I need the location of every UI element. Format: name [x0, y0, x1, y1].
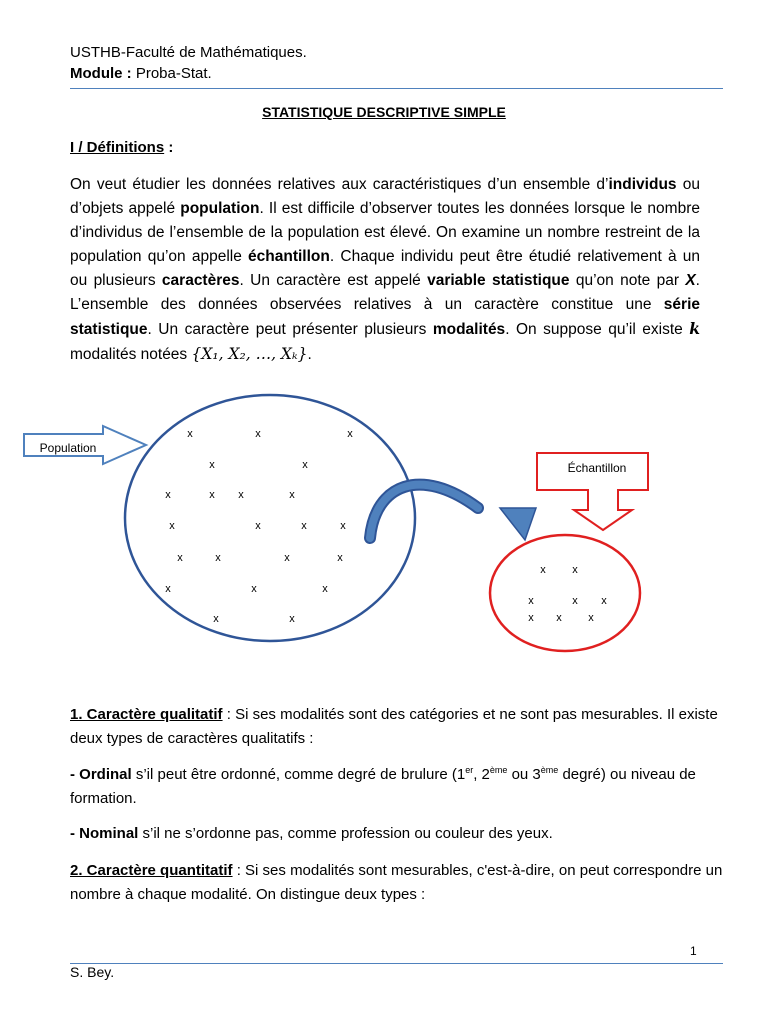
individual-marker: x [289, 489, 295, 501]
sample-markers [528, 564, 607, 624]
individual-marker: x [238, 489, 244, 501]
population-markers [165, 428, 353, 625]
intro-text: modalités notées [70, 346, 192, 363]
individual-marker: x [540, 564, 546, 576]
individual-marker: x [169, 520, 175, 532]
individual-marker: x [340, 520, 346, 532]
page-number: 1 [690, 944, 697, 958]
ordinal-superscript: er [465, 765, 474, 775]
individual-marker: x [322, 583, 328, 595]
individual-marker: x [347, 428, 353, 440]
individual-marker: x [601, 595, 607, 607]
individual-marker: x [528, 612, 534, 624]
math-k: k [689, 319, 700, 338]
module-value: Proba-Stat. [131, 65, 212, 82]
individual-marker: x [337, 552, 343, 564]
quantitative-heading: 2. Caractère quantitatif [70, 862, 233, 879]
intro-text: . Chaque individu peut être étudié relativement à un ou plusieurs [70, 248, 700, 289]
individual-marker: x [187, 428, 193, 440]
individual-marker: x [284, 552, 290, 564]
curved-arrow-shaft [370, 485, 478, 538]
quantitative-paragraph [70, 859, 730, 907]
intro-paragraph [70, 173, 700, 367]
individual-marker: x [177, 552, 183, 564]
term-modalites: modalités [432, 321, 506, 338]
intro-text: . L’ensemble des données observées relatives à un caractère constitue une [70, 272, 700, 313]
individual-marker: x [213, 613, 219, 625]
individual-marker: x [255, 428, 261, 440]
sample-label: Échantillon [567, 461, 627, 475]
header-module [70, 65, 212, 83]
term-x: X [685, 272, 696, 289]
ordinal-label: - Ordinal [70, 766, 132, 783]
term-population: population [180, 200, 260, 217]
intro-text: . On suppose qu’il existe [505, 321, 690, 338]
module-label: Module : [70, 65, 132, 82]
individual-marker: x [289, 613, 295, 625]
term-echantillon: échantillon [248, 248, 330, 265]
qualitative-heading: 1. Caractère qualitatif [70, 706, 223, 723]
curved-arrow-head [500, 508, 536, 540]
intro-text: ou d’objets appelé [70, 176, 700, 217]
intro-text: . Un caractère est appelé [239, 272, 428, 289]
intro-text: On veut étudier les données relatives aux caractéristiques d’un ensemble d’ [70, 176, 609, 193]
individual-marker: x [165, 489, 171, 501]
individual-marker: x [301, 520, 307, 532]
nominal-paragraph [70, 822, 730, 846]
individual-marker: x [165, 583, 171, 595]
ordinal-superscript: ème [540, 765, 559, 775]
individual-marker: x [572, 595, 578, 607]
ordinal-text: degré) ou niveau de formation. [70, 766, 696, 807]
sample-ellipse [490, 535, 640, 651]
header-institution: USTHB-Faculté de Mathématiques. [70, 44, 307, 61]
ordinal-paragraph [70, 763, 730, 811]
document-title: STATISTIQUE DESCRIPTIVE SIMPLE [262, 104, 506, 120]
qualitative-text: : Si ses modalités sont des catégories et ne sont pas mesurables. Il existe deux types de caractères qualitatifs : [70, 706, 718, 747]
section-heading-colon: : [164, 139, 174, 156]
nominal-text: s’il ne s’ordonne pas, comme profession ou couleur des yeux. [138, 825, 553, 842]
footer-divider [70, 963, 723, 964]
individual-marker: x [255, 520, 261, 532]
individual-marker: x [209, 489, 215, 501]
individual-marker: x [209, 459, 215, 471]
intro-text: . [307, 346, 312, 363]
individual-marker: x [556, 612, 562, 624]
section-heading-definitions [70, 139, 173, 156]
math-modalities-set: {X₁, X₂, …, Xₖ} [191, 345, 308, 363]
ordinal-superscript: ème [489, 765, 508, 775]
term-caracteres: caractères [161, 272, 240, 289]
qualitative-paragraph [70, 703, 730, 751]
ordinal-text: s’il peut être ordonné, comme degré de brulure (1 [131, 766, 466, 783]
individual-marker: x [528, 595, 534, 607]
individual-marker: x [251, 583, 257, 595]
population-label: Population [39, 441, 97, 455]
individual-marker: x [302, 459, 308, 471]
quantitative-text: : Si ses modalités sont mesurables, c'est-à-dire, on peut correspondre un nombre à chaque modalité. On distingue deux types : [70, 862, 723, 903]
individual-marker: x [215, 552, 221, 564]
footer-author: S. Bey. [70, 964, 115, 980]
section-heading-label: I / Définitions [70, 139, 165, 156]
intro-text: . Il est difficile d’observer toutes les données lorsque le nombre d’individus de l’ensemble de la population est élevé. On examine un nombre restreint de la population qu’on appelle [70, 200, 700, 265]
individual-marker: x [572, 564, 578, 576]
intro-text: . Un caractère peut présenter plusieurs [147, 321, 433, 338]
term-individus: individus [608, 176, 677, 193]
population-sample-diagram [0, 380, 768, 680]
ordinal-text: , 2 [473, 766, 490, 783]
intro-text: qu’on note par [569, 272, 686, 289]
term-serie-statistique: série statistique [70, 296, 700, 338]
header-divider [70, 88, 723, 89]
nominal-label: - Nominal [70, 825, 139, 842]
term-variable-statistique: variable statistique [427, 272, 570, 289]
individual-marker: x [588, 612, 594, 624]
ordinal-text: ou 3 [507, 766, 541, 783]
